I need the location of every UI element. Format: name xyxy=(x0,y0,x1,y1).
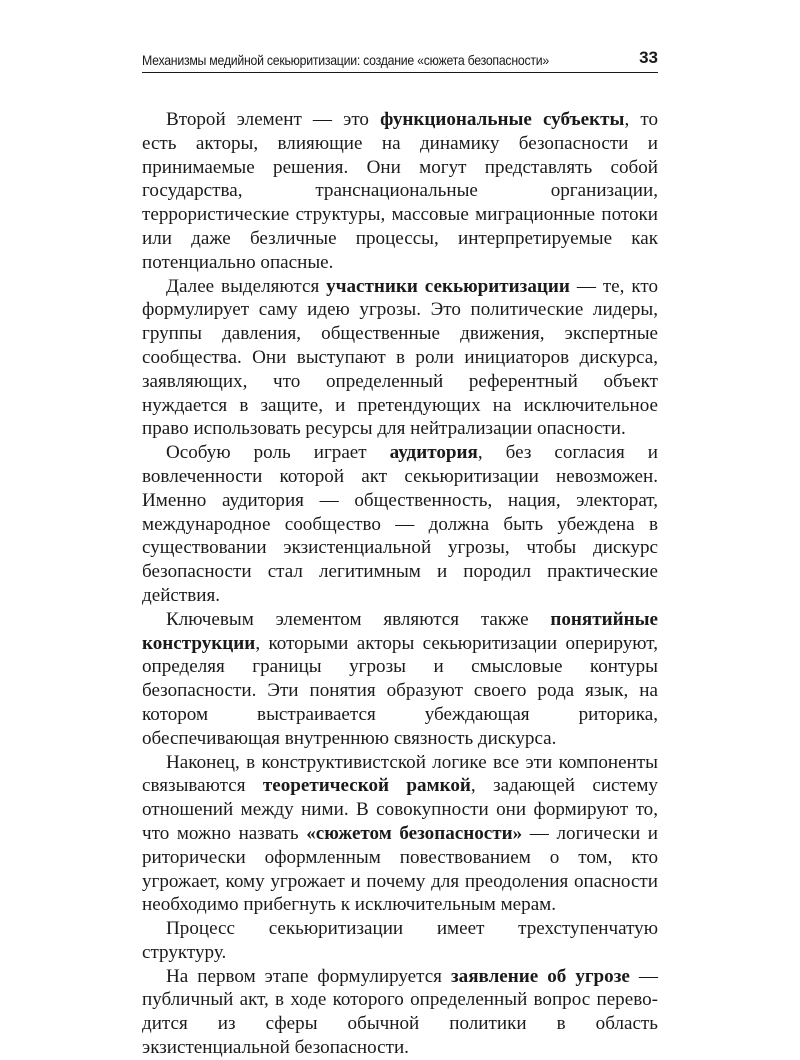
key-term: понятийные конструкции xyxy=(142,608,658,654)
text-run: Далее выделяются xyxy=(166,275,327,297)
text-run: , задающей систему отношений между ними. В совокупности они формируют то, что можно назвать xyxy=(142,775,658,844)
text-run: На первом этапе формулируется xyxy=(166,965,451,987)
key-term: участники секьюритизации xyxy=(326,275,570,297)
running-title: Механизмы медийной секьюритизации: создание «сюжета безопасности» xyxy=(142,52,549,68)
paragraph-conceptual-constructions xyxy=(142,608,658,751)
body-text xyxy=(142,108,658,1060)
paragraph-audience xyxy=(142,441,658,608)
text-run: Второй элемент — это xyxy=(166,109,381,130)
running-header xyxy=(142,47,658,73)
key-term: «сюжетом безопасности» xyxy=(306,822,523,844)
key-term: функциональные субъекты xyxy=(380,109,625,130)
page-number: 33 xyxy=(639,48,658,67)
text-run: Процесс секьюритизации имеет трехступенчатую структуру. xyxy=(142,918,658,963)
paragraph-threat-statement xyxy=(142,965,658,1060)
text-run: — те, кто формулирует саму идею угрозы. Это политические лидеры, группы давления, общественные движения, экспертные сообщества. Они выступают в роли инициаторов дискурса, заявляющих, что определенный референтный объект нуждается в защите, и претендующих на исключительное право использовать ресурсы для нейтрализации опасности. xyxy=(142,275,658,440)
paragraph-functional-subjects xyxy=(142,108,658,275)
paragraph-securitization-participants xyxy=(142,275,658,442)
paragraph-theoretical-frame xyxy=(142,751,658,918)
text-run: Ключевым элементом являются также xyxy=(166,608,551,630)
text-run: — публичный акт, в ходе которого определенный вопрос переводится из сферы обычной политики в область экзистенциальной безопасности. xyxy=(142,965,658,1059)
key-term: заявление об угрозе xyxy=(450,965,630,987)
text-run: Особую роль играет xyxy=(166,442,390,464)
key-term: теоретической рамкой xyxy=(262,775,471,797)
text-run: , то есть акторы, влияющие на динамику безопасности и принимаемые решения. Они могут представлять собой государства, транснациональные организации, террористические структуры, массовые миграционные потоки или даже безличные процессы, интерпретируемые как потенциально опасные. xyxy=(142,109,658,273)
text-run: — логически и риторически оформленным повествованием о том, кто угрожает, кому угрожает и почему для преодоления опасности необходимо прибегнуть к исключительным мерам. xyxy=(142,822,658,916)
text-run: , которыми акторы секьюритизации оперируют, определяя границы угрозы и смысловые контуры безопасности. Эти понятия образуют своего рода язык, на котором выстраивается убеждающая риторика, обеспечивающая внутреннюю связность дискурса. xyxy=(142,632,658,749)
key-term: аудитория xyxy=(389,442,478,464)
paragraph-three-stage-structure xyxy=(142,917,658,965)
text-run: , без согласия и вовлеченности которой акт секьюритизации невозможен. Именно аудитория — общественность, нация, электорат, международное сообщество — должна быть убеждена в существовании экзистенциальной угрозы, чтобы дискурс безопасности стал легитимным и породил практические действия. xyxy=(142,442,658,606)
text-run: Наконец, в конструктивистской логике все эти компоненты связываются xyxy=(142,751,658,797)
